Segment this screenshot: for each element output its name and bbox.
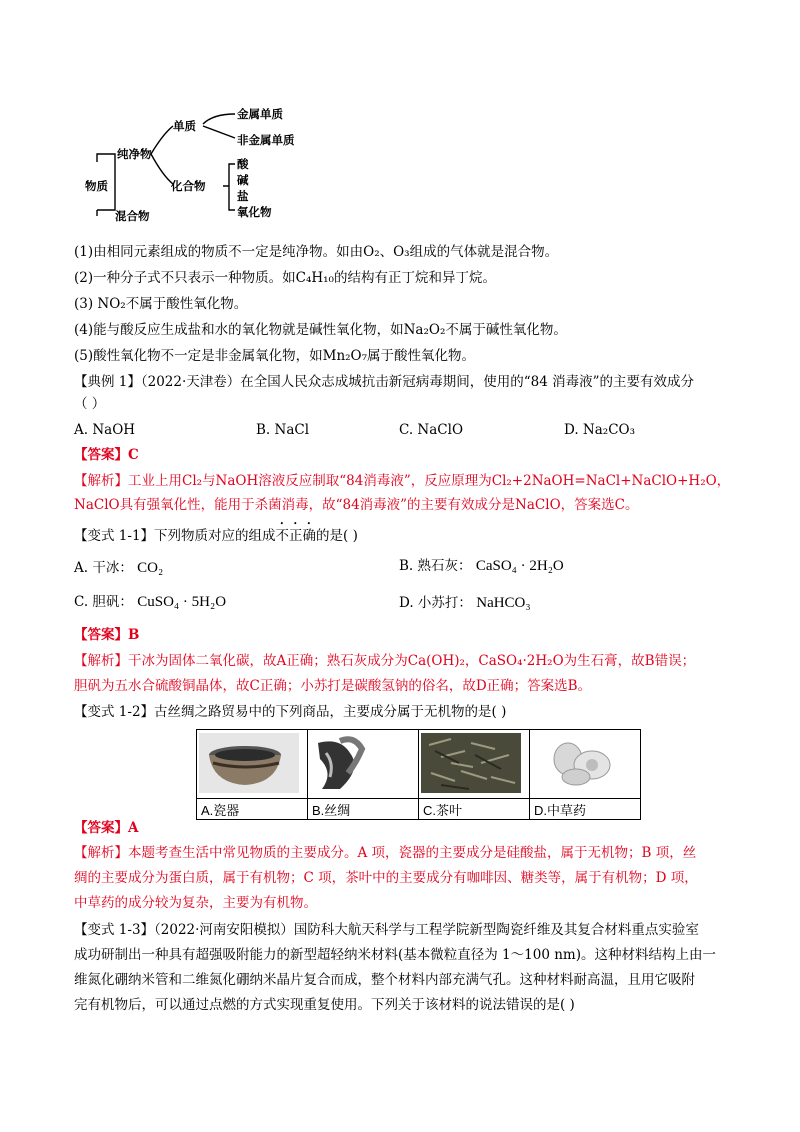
image-tea [419,730,530,799]
diagram-pure: 纯净物 [117,147,152,161]
variant13-line-1: 【变式 1-3】（2022·河南安阳模拟）国防科大航天科学与工程学院新型陶瓷纤维及其复合材料重点实验室 [74,922,699,938]
caption-silk: B.丝绸 [308,799,419,820]
example1-analysis-2: NaClO具有强氧化性，能用于杀菌消毒，故“84消毒液”的主要有效成分是NaClO，答案选C。 [74,497,639,513]
variant11-stem-pre: 【变式 1-1】下列物质对应的组成 [74,528,276,544]
variant13-line-3: 维氮化硼纳米管和二维氮化硼纳米晶片复合而成，整个材料内部充满气孔。这种材料耐高温，且用它吸附 [74,972,695,988]
example1-stem: 【典例 1】（2022·天津卷）在全国人民众志成城抗击新冠病毒期间，使用的“84 消毒液”的主要有效成分 [74,374,695,390]
note-3: (3) NO₂不属于酸性氧化物。 [74,296,248,312]
branch-nonmetal [203,126,235,138]
variant11-stem-post: 的是( ) [316,528,358,544]
diagram-salt: 盐 [237,189,249,203]
example1-analysis-1: 【解析】工业上用Cl₂与NaOH溶液反应制取“84消毒液”，反应原理为Cl₂+2NaOH=NaCl+NaClO+H₂O， [74,473,731,489]
variant13-line-2: 成功研制出一种具有超强吸附能力的新型超轻纳米材料(基本微粒直径为 1～100 nm)。这种材料结构上由一 [74,947,716,963]
option-formula: CO₂ [137,560,164,576]
note-1: (1)由相同元素组成的物质不一定是纯净物。如由O₂、O₃组成的气体就是混合物。 [74,244,559,260]
diagram-acid: 酸 [237,157,249,171]
goods-table [196,729,641,820]
variant12-stem: 【变式 1-2】古丝绸之路贸易中的下列商品，主要成分属于无机物的是( ) [74,704,507,720]
branch-metal [203,114,235,124]
diagram-element: 单质 [173,119,196,133]
variant12-answer: 【答案】A [74,820,139,836]
caption-porcelain: A.瓷器 [197,799,308,820]
variant12-analysis-2: 绸的主要成分为蛋白质，属于有机物；C 项，茶叶中的主要成分有咖啡因、糖类等，属于有机物；D 项， [74,870,698,886]
note-2: (2)一种分子式不只表示一种物质。如C₄H₁₀的结构有正丁烷和异丁烷。 [74,270,496,286]
variant13-line-4: 完有机物后，可以通过点燃的方式实现重复使用。下列关于该材料的说法错误的是( ) [74,997,575,1013]
variant11-answer: 【答案】B [74,627,140,643]
diagram-base: 碱 [237,173,249,187]
note-4: (4)能与酸反应生成盐和水的氧化物就是碱性氧化物，如Na₂O₂不属于碱性氧化物。 [74,322,567,338]
diagram-metal: 金属单质 [237,107,283,121]
variant11-option-d [399,592,531,614]
variant11-analysis-1: 【解析】干冰为固体二氧化碳，故A正确；熟石灰成分为Ca(OH)₂，CaSO₄·2H₂O为生石膏，故B错误； [74,653,696,669]
diagram-oxide: 氧化物 [237,205,272,219]
diagram-compound: 化合物 [171,179,206,193]
variant12-analysis-3: 中草药的成分较为复杂，主要为有机物。 [74,895,317,911]
example1-option-a: A. NaOH [74,422,136,438]
variant11-option-b [399,555,564,577]
diagram-mixture: 混合物 [115,209,150,223]
branch-pure [151,126,173,154]
variant11-analysis-2: 胆矾为五水合硫酸铜晶体，故C正确；小苏打是碳酸氢钠的俗名，故D正确；答案选B。 [74,678,592,694]
variant11-stem [74,520,734,547]
branch-compound [151,154,173,184]
example1-option-b: B. NaCl [256,422,310,438]
option-label: A. 干冰： [74,560,133,576]
variant12-analysis-1: 【解析】本题考查生活中常见物质的主要成分。A 项，瓷器的主要成分是硅酸盐，属于无机物；B 项，丝 [74,845,697,861]
diagram-root: 物质 [85,179,108,193]
example1-stem-paren: （ ） [74,396,106,412]
diagram-nonmetal: 非金属单质 [237,133,295,147]
option-label: C. 胆矾： [74,594,133,610]
image-herbal-medicine [530,730,641,799]
option-formula: CaSO₄ · 2H₂O [475,558,564,574]
option-label: B. 熟石灰： [399,558,472,574]
option-label: D. 小苏打： [399,595,472,611]
example1-option-c: C. NaClO [399,422,464,438]
option-formula: NaHCO₃ [476,595,531,611]
variant11-option-c [74,591,226,613]
bracket-compound [223,164,235,210]
caption-tea: C.茶叶 [419,799,530,820]
note-5: (5)酸性氧化物不一定是非金属氧化物，如Mn₂O₇属于酸性氧化物。 [74,348,476,364]
image-porcelain [197,730,308,799]
classification-diagram [85,104,315,224]
image-silk [308,730,419,799]
variant11-stem-emph: 不正确 [275,528,317,544]
example1-answer: 【答案】C [74,447,139,463]
variant11-option-a [74,557,163,579]
option-formula: CuSO₄ · 5H₂O [137,594,227,610]
caption-herbal-medicine: D.中草药 [530,799,641,820]
example1-option-d: D. Na₂CO₃ [564,422,636,438]
